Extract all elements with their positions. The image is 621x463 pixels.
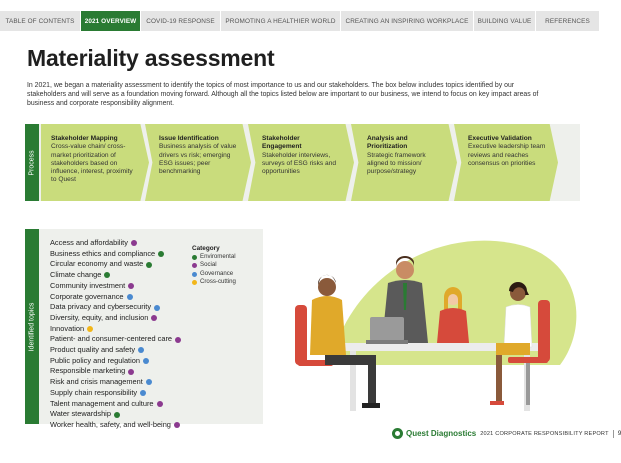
person-top [437, 308, 469, 343]
legend-dot-icon [192, 255, 197, 260]
category-dot-icon [140, 390, 146, 396]
topic-item [50, 409, 181, 420]
intro-paragraph: In 2021, we began a materiality assessment to identify the topics of most importance to us and our stakeholders. The box below includes topics identified by our stakeholders and will serve as a foundation moving forward. Although all the topics listed below are important to our business, we intend to focus on key impact areas of business and corporate responsibility alignment. [27, 82, 539, 107]
category-dot-icon [131, 240, 137, 246]
chair-right [538, 300, 550, 362]
person-shin [368, 355, 376, 405]
person-top [504, 305, 532, 348]
step-heading: Analysis and Prioritization [367, 135, 408, 151]
topic-item [50, 292, 181, 303]
person-head [396, 261, 414, 279]
topic-name: Innovation [50, 323, 85, 333]
tab-covid-19-response[interactable]: COVID-19 RESPONSE [141, 11, 221, 31]
chair-left [295, 305, 307, 365]
step-text-1 [51, 135, 139, 185]
step-body: Executive leadership team reviews and reaches consensus on priorities [468, 143, 546, 167]
category-dot-icon [127, 294, 133, 300]
topic-name: Water stewardship [50, 409, 111, 419]
category-dot-icon [175, 337, 181, 343]
step-heading: Executive Validation [468, 135, 532, 142]
step-heading: Stakeholder Engagement [262, 135, 302, 151]
category-legend [192, 245, 236, 287]
legend-item [192, 253, 236, 261]
chair-right-seat [508, 357, 548, 363]
topic-list [50, 238, 181, 431]
page-number: 9 [617, 430, 621, 437]
topic-name: Diversity, equity, and inclusion [50, 312, 149, 322]
chair-right-leg [526, 363, 530, 405]
person-shoe [490, 401, 504, 405]
report-name: 2021 CORPORATE RESPONSIBILITY REPORT [480, 430, 609, 437]
legend-item [192, 278, 236, 286]
step-body: Cross-value chain/ cross-market prioritization of stakeholders based on influence, interest, proximity to Quest [51, 143, 133, 184]
topic-item [50, 334, 181, 345]
laptop-base [366, 340, 408, 344]
category-dot-icon [158, 251, 164, 257]
step-body: Business analysis of value drivers vs risk; emerging ESG issues; peer benchmarking [159, 143, 237, 176]
legend-dot-icon [192, 280, 197, 285]
topic-name: Circular economy and waste [50, 259, 144, 269]
step-text-2 [159, 135, 237, 176]
topic-name: Talent management and culture [50, 398, 154, 408]
topic-item [50, 377, 181, 388]
topic-name: Worker health, safety, and well-being [50, 419, 171, 429]
topic-name: Supply chain responsibility [50, 387, 138, 397]
legend-title: Category [192, 245, 220, 252]
tab-references[interactable]: REFERENCES [536, 11, 600, 31]
category-dot-icon [174, 422, 180, 428]
laptop-screen [370, 317, 404, 341]
legend-label: Social [200, 261, 217, 269]
process-side-label [25, 124, 39, 201]
person-shoe [362, 403, 380, 408]
person-skirt [496, 343, 530, 355]
topic-item [50, 281, 181, 292]
page-footer [392, 428, 621, 439]
category-dot-icon [128, 283, 134, 289]
brand-name: Quest Diagnostics [406, 429, 477, 438]
tab-promoting-a-healthier-world[interactable]: PROMOTING A HEALTHIER WORLD [221, 11, 341, 31]
topic-item [50, 345, 181, 356]
topics-side-label [25, 229, 39, 424]
topic-name: Access and affordability [50, 238, 128, 247]
legend-label: Governance [200, 269, 234, 277]
category-dot-icon [146, 379, 152, 385]
topic-name: Product quality and safety [50, 345, 136, 355]
topic-name: Risk and crisis management [50, 377, 143, 387]
tab-table-of-contents[interactable]: TABLE OF CONTENTS [0, 11, 81, 31]
footer-divider [613, 430, 614, 438]
topic-item [50, 388, 181, 399]
legend-item [192, 270, 236, 278]
category-dot-icon [151, 315, 157, 321]
topics-label-text: Identified topics [28, 302, 36, 351]
topic-name: Public policy and regulation [50, 355, 140, 365]
topic-item [50, 399, 181, 410]
topic-name: Data privacy and cybersecurity [50, 302, 152, 312]
topic-item [50, 324, 181, 335]
process-label-text: Process [28, 149, 36, 176]
topic-item [50, 249, 181, 260]
category-dot-icon [154, 305, 160, 311]
category-dot-icon [87, 326, 93, 332]
category-dot-icon [114, 412, 120, 418]
topic-item [50, 356, 181, 367]
topic-item [50, 313, 181, 324]
step-body: Strategic framework aligned to mission/ purpose/strategy [367, 151, 426, 176]
person-leg [496, 355, 502, 403]
person-head [318, 278, 336, 296]
step-text-3 [262, 135, 340, 176]
category-dot-icon [128, 369, 134, 375]
team-meeting-illustration [290, 215, 590, 420]
tab-2021-overview[interactable]: 2021 OVERVIEW [81, 11, 141, 31]
tab-creating-an-inspiring-workplace[interactable]: CREATING AN INSPIRING WORKPLACE [341, 11, 474, 31]
legend-label: Cross-cutting [200, 278, 236, 286]
step-body: Stakeholder interviews, surveys of ESG risks and opportunities [262, 151, 337, 176]
topic-name: Corporate governance [50, 291, 124, 301]
topic-item [50, 259, 181, 270]
legend-label: Enviromental [200, 253, 236, 260]
topic-item [50, 302, 181, 313]
topic-item [50, 270, 181, 281]
topic-name: Patient- and consumer-centered care [50, 334, 173, 344]
topic-name: Community investment [50, 280, 126, 290]
category-dot-icon [157, 401, 163, 407]
person-shirt [310, 296, 346, 355]
step-heading: Stakeholder Mapping [51, 135, 118, 142]
topic-name: Responsible marketing [50, 366, 126, 376]
category-dot-icon [104, 272, 110, 278]
topic-item [50, 366, 181, 377]
topic-item [50, 238, 181, 249]
top-nav [0, 11, 600, 31]
person-legs [325, 355, 375, 365]
page-title: Materiality assessment [27, 45, 275, 71]
topic-item [50, 420, 181, 431]
step-text-5 [468, 135, 550, 168]
legend-dot-icon [192, 263, 197, 268]
quest-logo-icon [392, 428, 403, 439]
topic-name: Climate change [50, 270, 102, 280]
category-dot-icon [146, 262, 152, 268]
legend-item [192, 261, 236, 269]
category-dot-icon [138, 347, 144, 353]
step-heading: Issue Identification [159, 135, 219, 142]
step-text-4 [367, 135, 445, 176]
topic-name: Business ethics and compliance [50, 248, 156, 258]
category-dot-icon [143, 358, 149, 364]
legend-dot-icon [192, 272, 197, 277]
tab-building-value[interactable]: BUILDING VALUE [474, 11, 536, 31]
